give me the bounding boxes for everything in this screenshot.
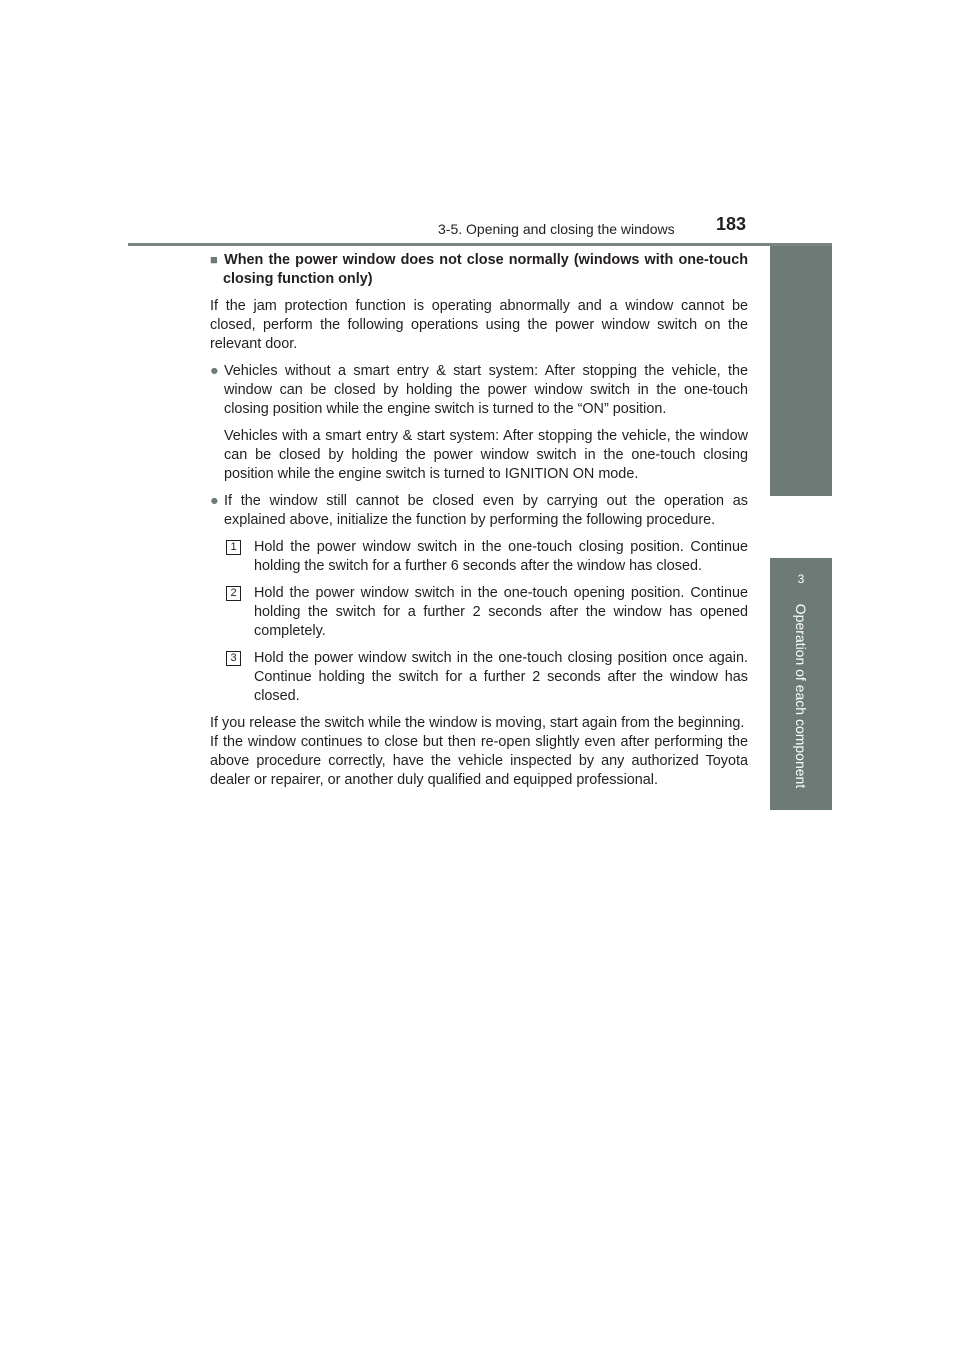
- circle-bullet-icon: ●: [210, 363, 219, 379]
- section-title: 3-5. Opening and closing the windows: [438, 221, 675, 237]
- section-heading: [210, 250, 748, 289]
- page-number: 183: [716, 214, 747, 234]
- circle-bullet-icon: ●: [210, 493, 219, 509]
- square-bullet-icon: ■: [210, 252, 219, 267]
- note-paragraph-2: If the window continues to close but then re-open slightly even after performing the above procedure correctly, have the vehicle inspected by any authorized Toyota dealer or repairer, or another duly qualified and equipped professional.: [210, 734, 748, 788]
- bullet-item-2: [210, 492, 748, 530]
- step-text: Hold the power window switch in the one-touch closing position once again. Continue holding the switch for a further 2 seconds after the window has closed.: [254, 650, 748, 704]
- step-number-box: 3: [226, 651, 241, 666]
- step-1: [210, 538, 748, 576]
- side-tab-separator: [770, 496, 832, 558]
- step-text: Hold the power window switch in the one-touch closing position. Continue holding the switch for a further 6 seconds after the window has closed.: [254, 539, 748, 574]
- bullet-item-1-continued: Vehicles with a smart entry & start system: After stopping the vehicle, the window can be closed by holding the power window switch in the one-touch closing position while the engine switch is turned to IGNITION ON mode.: [224, 428, 748, 482]
- bullet-text: If the window still cannot be closed even by carrying out the operation as explained above, initialize the function by performing the following procedure.: [224, 493, 748, 528]
- step-number-box: 1: [226, 540, 241, 555]
- step-text: Hold the power window switch in the one-touch opening position. Continue holding the switch for a further 2 seconds after the window has opened completely.: [254, 585, 748, 639]
- intro-paragraph: If the jam protection function is operating abnormally and a window cannot be closed, perform the following operations using the power window switch on the relevant door.: [210, 298, 748, 352]
- chapter-title: Operation of each component: [793, 603, 809, 789]
- step-2: [210, 584, 748, 641]
- step-number-box: 2: [226, 586, 241, 601]
- step-3: [210, 649, 748, 706]
- bullet-text: Vehicles without a smart entry & start system: After stopping the vehicle, the window can be closed by holding the power window switch in the one-touch closing position while the engine switch is turned to the “ON” position.: [224, 363, 748, 417]
- heading-text: When the power window does not close normally (windows with one-touch closing function only): [223, 252, 748, 287]
- bullet-item-1: [210, 362, 748, 419]
- note-paragraph-1: If you release the switch while the window is moving, start again from the beginning.: [210, 715, 745, 731]
- page-content: [210, 250, 748, 798]
- header-rule: [128, 243, 832, 246]
- chapter-number: 3: [797, 572, 805, 586]
- side-tab-top: [770, 246, 832, 496]
